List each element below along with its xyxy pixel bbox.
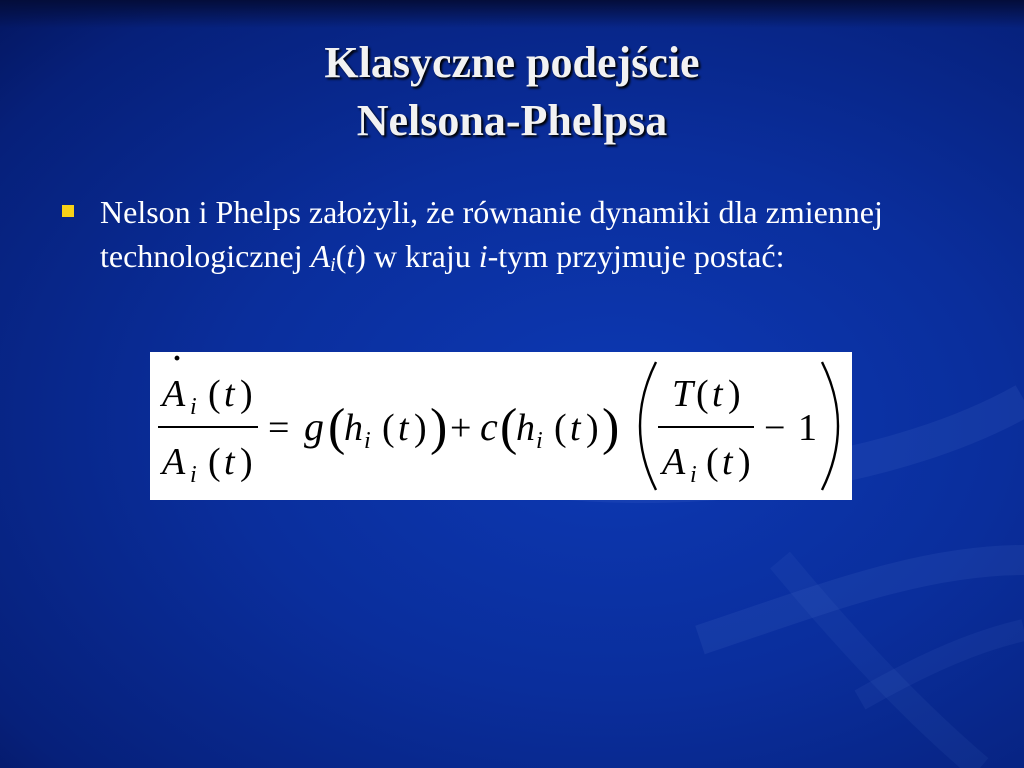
formula-h1-i: i [364, 428, 371, 454]
formula-h2-i: i [536, 428, 543, 454]
formula-h2-rparen: ) [586, 407, 599, 449]
formula-inner-den-rparen: ) [738, 441, 751, 483]
formula-h2: h [516, 407, 535, 449]
formula-c-big-lparen: ( [500, 399, 518, 456]
formula-large-lparen [640, 362, 656, 490]
formula-dot: · [172, 352, 183, 375]
formula-minus: − [764, 407, 786, 449]
formula-inner-num-lparen: ( [696, 373, 709, 415]
title-line-1: Klasyczne podejście [324, 38, 700, 87]
formula-inner-den-t: t [722, 441, 733, 483]
formula-inner-den-lparen: ( [706, 441, 719, 483]
bullet-var-i-sub: i [330, 254, 336, 276]
formula-den-i: i [190, 462, 197, 488]
slide-title [0, 34, 1024, 150]
bullet-var-t: t [346, 238, 356, 274]
formula-h1: h [344, 407, 363, 449]
bullet-text-part1: Nelson i Phelps założyli, że równanie dynamiki dla zmiennej technologicznej [100, 194, 883, 274]
formula-inner-den-A: A [662, 441, 686, 483]
formula-den-lparen: ( [208, 441, 221, 483]
bullet-text-part3: -tym przyjmuje postać: [487, 238, 785, 274]
formula-inner-num-rparen: ) [728, 373, 741, 415]
formula-h1-rparen: ) [414, 407, 427, 449]
bullet-var-i: i [478, 238, 488, 274]
formula-num-i: i [190, 394, 197, 420]
formula-c: c [480, 404, 498, 449]
formula-den-rparen: ) [240, 441, 253, 483]
formula-h1-t: t [398, 407, 409, 449]
formula-num-A: A [162, 373, 186, 415]
formula [150, 352, 852, 500]
formula-one: 1 [798, 407, 817, 449]
formula-inner-num-t: t [712, 373, 723, 415]
bullet-square-icon [62, 205, 74, 217]
formula-box [150, 352, 852, 500]
formula-equals: = [268, 407, 290, 449]
formula-g-big-rparen: ) [430, 399, 448, 456]
formula-num-rparen: ) [240, 373, 253, 415]
title-line-2: Nelsona-Phelpsa [356, 96, 668, 145]
formula-den-A: A [162, 441, 186, 483]
formula-c-big-rparen: ) [602, 399, 620, 456]
formula-h2-t: t [570, 407, 581, 449]
bullet-paren-open: ( [335, 238, 347, 274]
formula-inner-T: T [672, 373, 694, 415]
bullet-var-A: A [310, 238, 331, 274]
bullet-text [100, 190, 960, 287]
bullet-text-part2: w kraju [365, 238, 479, 274]
formula-h1-lparen: ( [382, 407, 395, 449]
formula-num-lparen: ( [208, 373, 221, 415]
formula-g: g [304, 404, 324, 449]
formula-num-t: t [224, 373, 235, 415]
formula-g-big-lparen: ( [328, 399, 346, 456]
formula-inner-den-i: i [690, 462, 697, 488]
formula-large-rparen [822, 362, 838, 490]
formula-den-t: t [224, 441, 235, 483]
formula-plus: + [450, 407, 472, 449]
bullet-paren-close: ) [355, 238, 366, 274]
formula-h2-lparen: ( [554, 407, 567, 449]
